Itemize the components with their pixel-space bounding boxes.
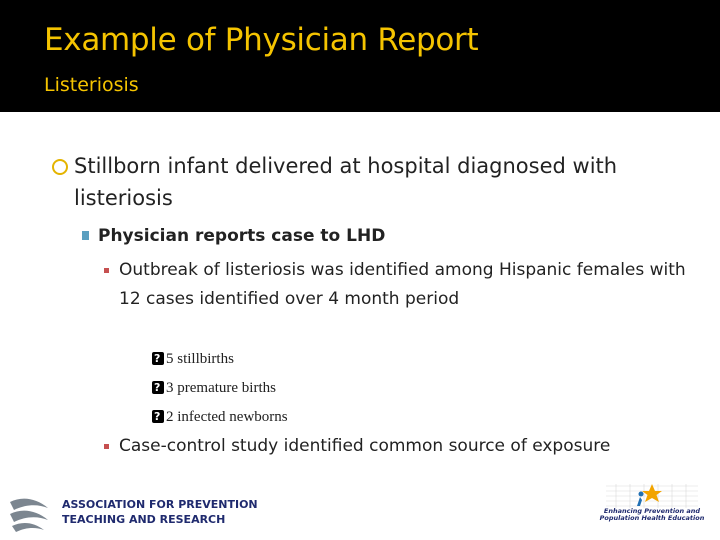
bullet-level4-text: 2 infected newborns	[166, 409, 288, 425]
circle-bullet-icon	[52, 159, 68, 175]
slide-title: Example of Physician Report	[44, 22, 479, 58]
square-bullet-icon	[82, 231, 89, 240]
aptr-logo-line1: ASSOCIATION FOR PREVENTION	[62, 498, 258, 511]
bullet-level1	[52, 150, 702, 214]
figure-star-icon	[596, 482, 708, 510]
aptr-swoosh-icon	[8, 494, 52, 534]
bullet-level4-text: 3 premature births	[166, 380, 276, 396]
bullet-level4	[152, 407, 452, 427]
missing-glyph-bullet-icon	[152, 381, 164, 394]
bullet-level2-text: Physician reports case to LHD	[98, 226, 386, 246]
bullet-level4	[152, 349, 452, 369]
bullet-level3-text: Outbreak of listeriosis was identified among Hispanic females with 12 cases identified over 4 month period	[119, 260, 686, 309]
bullet-level3-text: Case-control study identified common source of exposure	[119, 436, 611, 456]
bullet-level3	[104, 432, 694, 461]
aptr-logo-line2: TEACHING AND RESEARCH	[62, 513, 226, 526]
bullet-level4	[152, 378, 452, 398]
enhancing-prevention-text	[596, 508, 708, 522]
slide-subtitle: Listeriosis	[44, 74, 139, 96]
missing-glyph-bullet-icon	[152, 410, 164, 423]
enhancing-prevention-logo	[596, 482, 708, 534]
bullet-level3	[104, 256, 694, 314]
bullet-level2	[82, 223, 702, 249]
bullet-level4-text: 5 stillbirths	[166, 351, 234, 367]
enhancing-prevention-line2: Population Health Education	[599, 514, 705, 522]
small-square-bullet-icon	[104, 444, 109, 449]
missing-glyph-bullet-icon	[152, 352, 164, 365]
enhancing-prevention-line1: Enhancing Prevention and	[603, 507, 701, 515]
small-square-bullet-icon	[104, 268, 109, 273]
aptr-logo-text	[62, 497, 258, 527]
bullet-level1-text: Stillborn infant delivered at hospital diagnosed with listeriosis	[74, 154, 618, 210]
aptr-logo	[8, 494, 258, 534]
